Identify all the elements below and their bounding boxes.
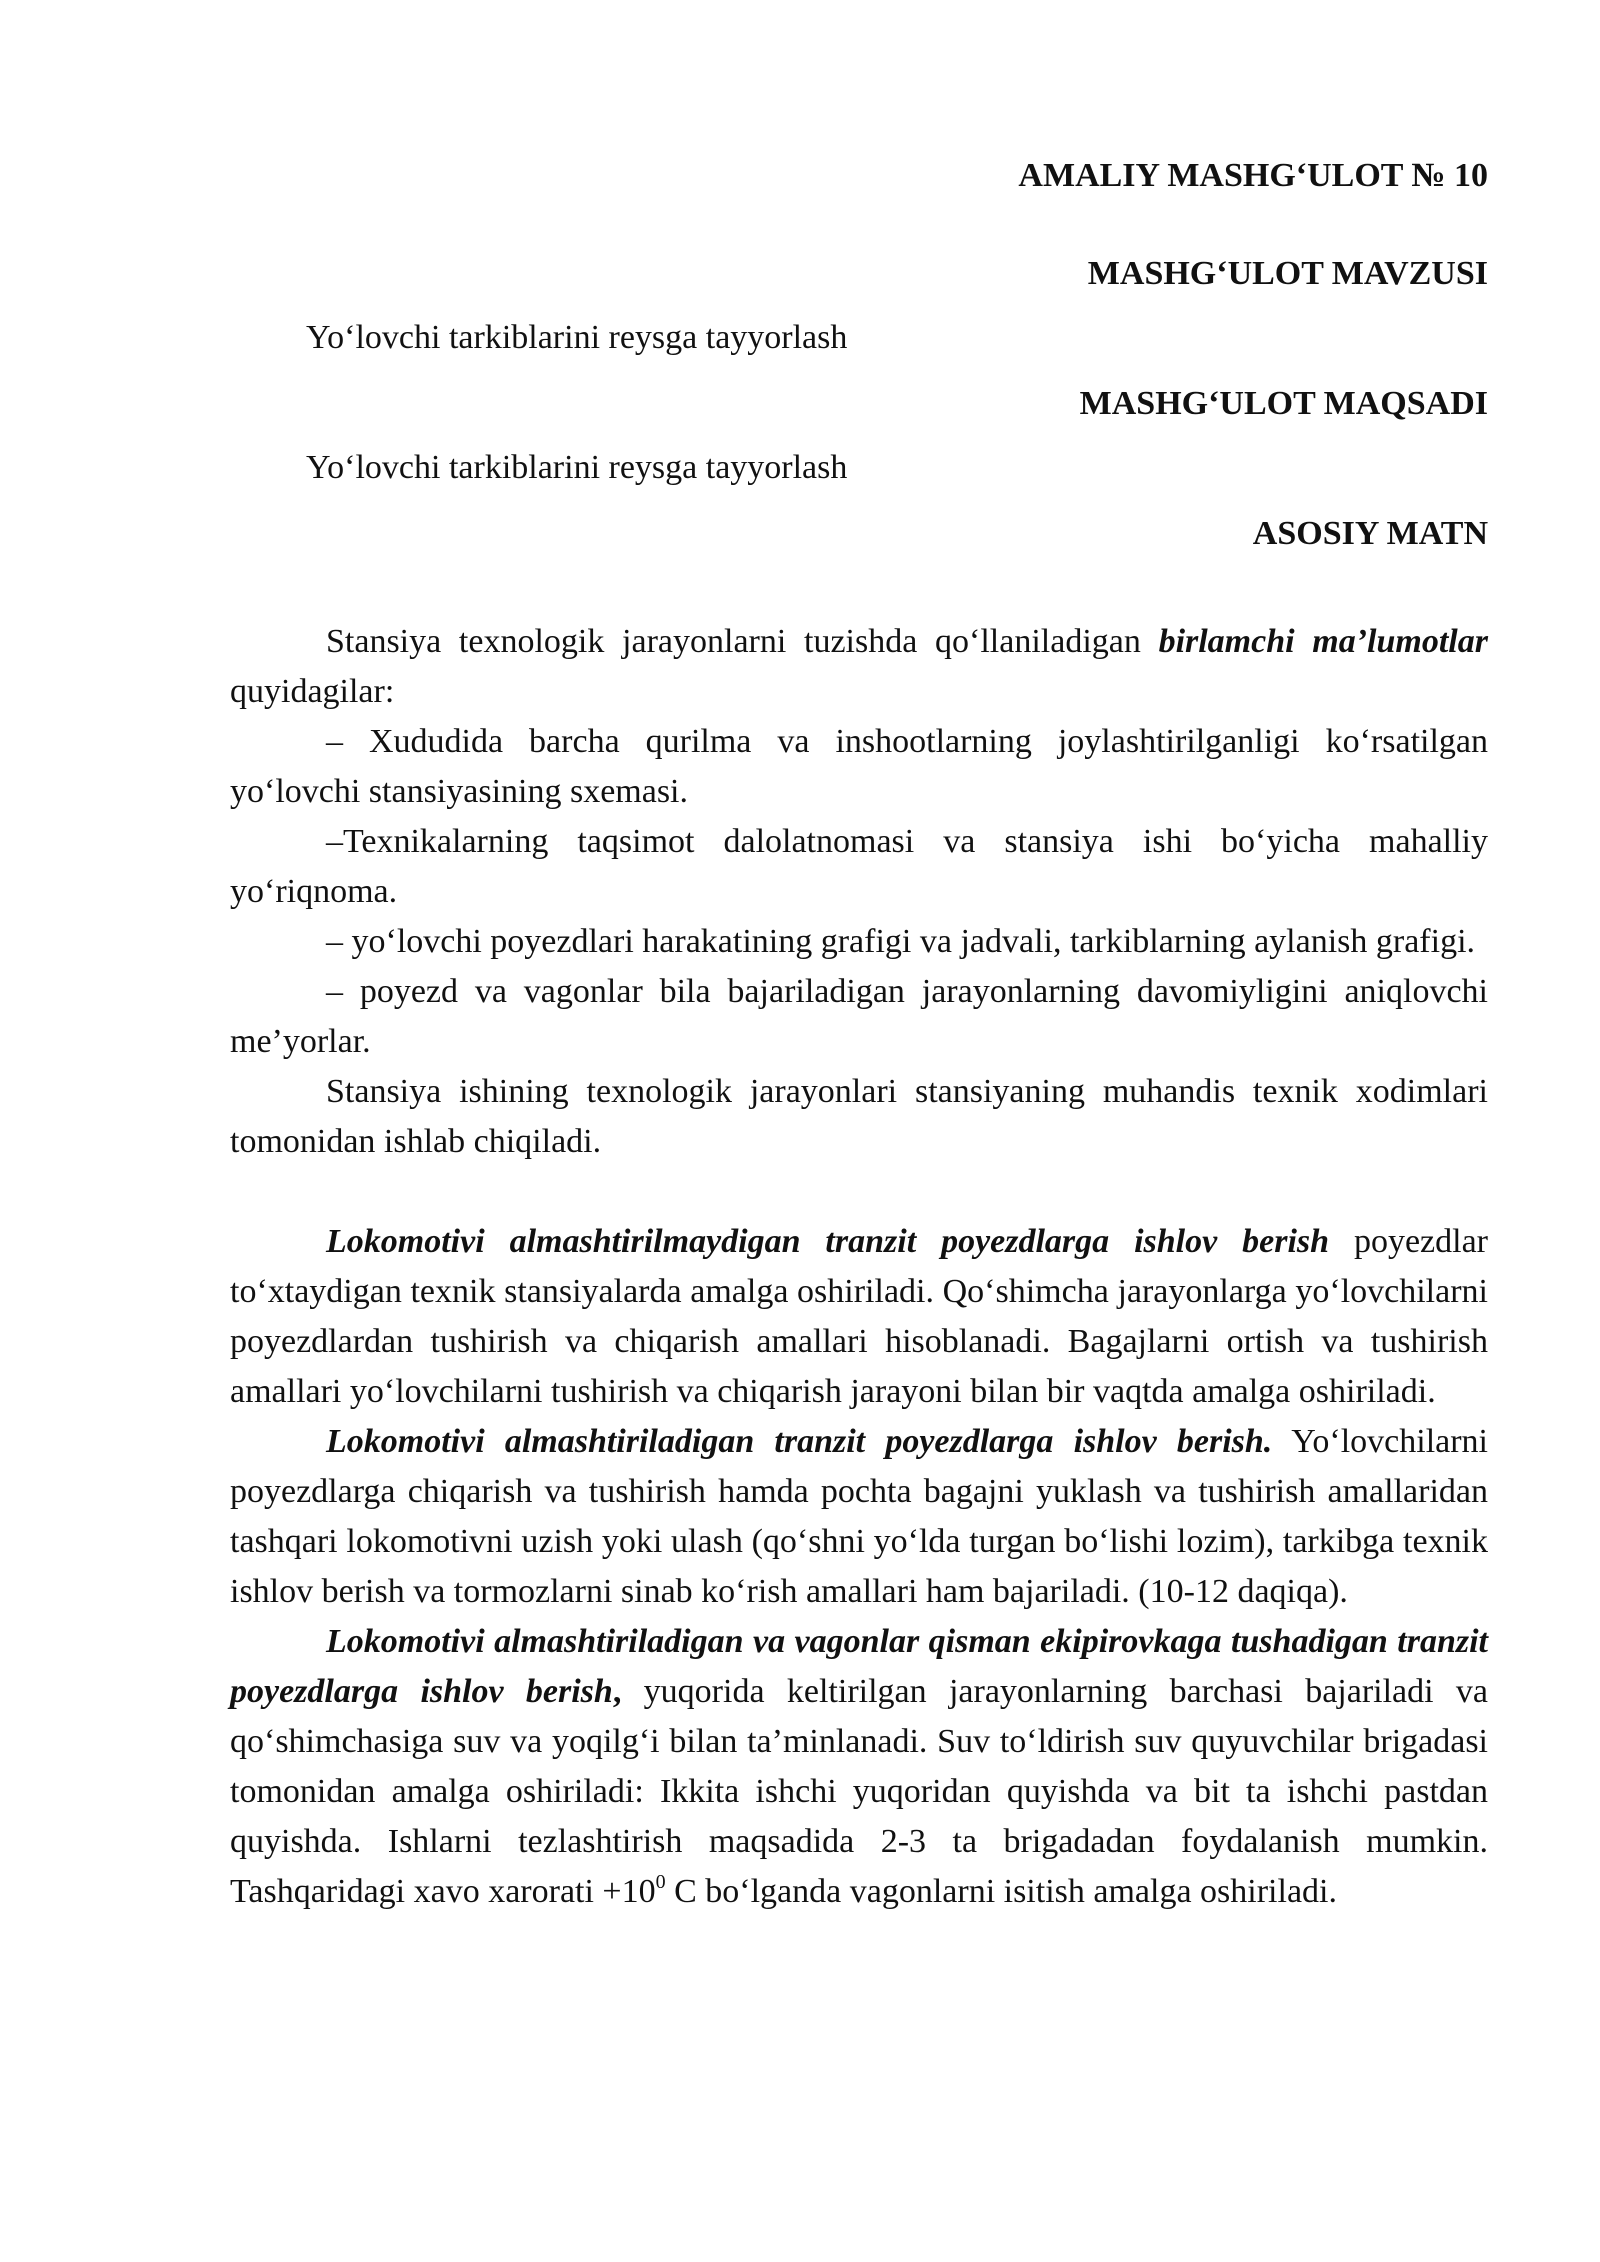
paragraph-emphasis: Lokomotivi almashtiriladigan va vagonlar qisman ekipirovkaga tushadigan tranzit poyezdlarga ishlov berish xyxy=(230,1623,1488,1710)
list-item: – Xududida barcha qurilma va inshootlarning joylashtirilganligi ko‘rsatilgan yo‘lovchi stansiyasining sxemasi. xyxy=(230,723,1488,810)
paragraph-no-loco-change xyxy=(230,1217,1488,1417)
paragraph-text: poyezdlar to‘xtaydigan texnik stansiyalarda amalga oshiriladi. Qo‘shimcha jarayonlarga yo‘lovchilarni poyezdlardan tushirish va chiqarish amallari hisoblanadi. Bagajlarni ortish va tushirish amallari yo‘lovchilarni tushirish va chiqarish jarayoni bilan bir vaqtda amalga oshiriladi. xyxy=(230,1223,1488,1410)
paragraph-text-end: C bo‘lganda vagonlarni isitish amalga oshiriladi. xyxy=(665,1873,1337,1910)
goal-text: Yo‘lovchi tarkiblarini reysga tayyorlash xyxy=(306,449,848,486)
paragraph-text: Yo‘lovchilarni poyezdlarga chiqarish va tushirish hamda pochta bagajni yuklash va tushirish amallaridan tashqari lokomotivni uzish yoki ulash (qo‘shni yo‘lda turgan bo‘lishi lozim), tarkibga texnik ishlov berish va tormozlarni sinab ko‘rish amallari ham bajariladi. (10-12 daqiqa). xyxy=(230,1423,1488,1610)
paragraph-emphasis: Lokomotivi almashtirilmaydigan tranzit poyezdlarga ishlov berish xyxy=(326,1223,1330,1260)
paragraph-loco-change xyxy=(230,1417,1488,1617)
paragraph: Stansiya ishining texnologik jarayonlari stansiyaning muhandis texnik xodimlari tomonidan ishlab chiqiladi. xyxy=(230,1073,1488,1160)
paragraph-intro xyxy=(230,617,1488,717)
list-item: –Texnikalarning taqsimot dalolatnomasi va stansiya ishi bo‘yicha mahalliy yo‘riqnoma. xyxy=(230,823,1488,910)
intro-emphasis: birlamchi ma’lumotlar xyxy=(1158,623,1488,660)
paragraph-text: yuqorida keltirilgan jarayonlarning barchasi bajariladi va qo‘shimchasiga suv va yoqilg‘i bilan ta’minlanadi. Suv to‘ldirish suv quyuvchilar brigadasi tomonidan amalga oshiriladi: Ikkita ishchi yuqoridan quyishda va bit ta ishchi pastdan quyishda. Ishlarni tezlashtirish maqsadida 2-3 ta brigadadan foydalanish mumkin. Tashqaridagi xavo xarorati +10 xyxy=(230,1673,1489,1910)
list-item: – yo‘lovchi poyezdlari harakatining grafigi va jadvali, tarkiblarning aylanish grafigi. xyxy=(326,923,1476,960)
degree-superscript: 0 xyxy=(655,1871,666,1893)
paragraph-emphasis: Lokomotivi almashtiriladigan tranzit poyezdlarga ishlov berish. xyxy=(326,1423,1273,1460)
list-item: – poyezd va vagonlar bila bajariladigan jarayonlarning davomiyligini aniqlovchi me’yorlar. xyxy=(230,973,1488,1060)
main-text-heading: ASOSIY MATN xyxy=(1252,515,1488,552)
paragraph-partial-equipping xyxy=(230,1617,1488,1917)
goal-heading: MASHG‘ULOT MAQSADI xyxy=(1079,385,1488,422)
topic-heading: MASHG‘ULOT MAVZUSI xyxy=(1087,255,1488,292)
topic-text: Yo‘lovchi tarkiblarini reysga tayyorlash xyxy=(306,319,848,356)
main-text xyxy=(230,617,1488,1917)
page-title: AMALIY MASHG‘ULOT № 10 xyxy=(1018,157,1488,194)
intro-text: Stansiya texnologik jarayonlarni tuzishda qo‘llaniladigan xyxy=(326,623,1159,660)
comma: , xyxy=(612,1673,622,1710)
intro-tail: quyidagilar: xyxy=(230,673,395,710)
